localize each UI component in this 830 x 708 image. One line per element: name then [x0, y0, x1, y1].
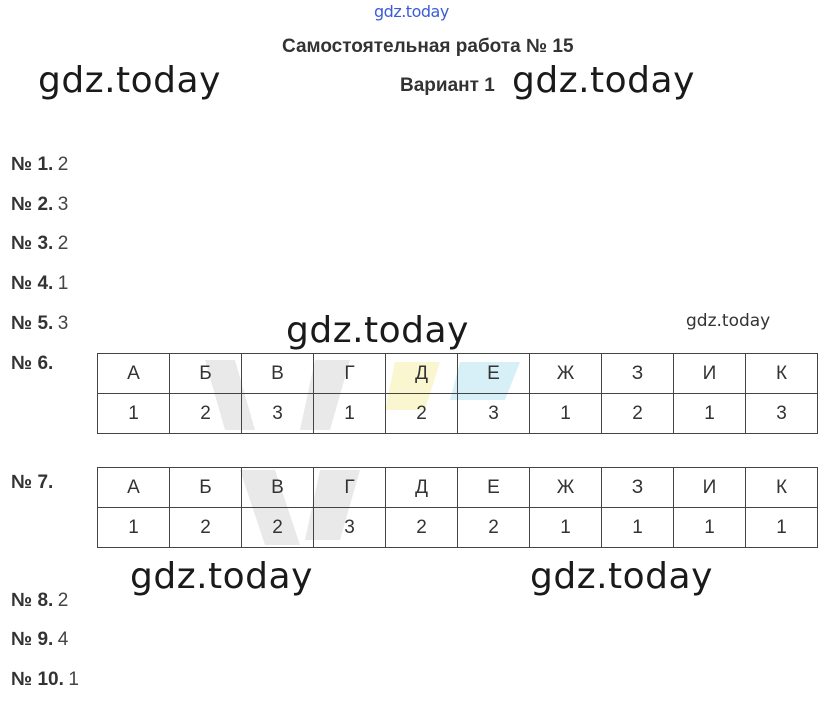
- table-header-cell: Ж: [530, 354, 602, 394]
- question-answer: 2: [57, 590, 69, 611]
- table-value-cell: 1: [314, 394, 386, 434]
- table-value-row: [98, 508, 818, 548]
- question-5: [11, 313, 68, 335]
- question-number: № 6.: [11, 353, 54, 374]
- question-4: [11, 273, 68, 295]
- table-header-cell: Б: [170, 468, 242, 508]
- answer-table-6: [97, 353, 818, 434]
- table-value-cell: 3: [746, 394, 818, 434]
- table-value-cell: 3: [314, 508, 386, 548]
- page-title: Самостоятельная работа № 15: [282, 36, 574, 57]
- table-value-cell: 1: [602, 508, 674, 548]
- question-number: № 1.: [11, 154, 54, 175]
- table-header-cell: Ж: [530, 468, 602, 508]
- table-header-cell: Д: [386, 468, 458, 508]
- question-answer: 3: [57, 313, 69, 334]
- watermark-small: gdz.today: [686, 311, 771, 331]
- table-header-cell: Д: [386, 354, 458, 394]
- question-answer: 2: [57, 233, 69, 254]
- table-header-cell: З: [602, 354, 674, 394]
- table-value-cell: 2: [170, 394, 242, 434]
- table-value-cell: 2: [602, 394, 674, 434]
- question-number: № 9.: [11, 629, 54, 650]
- question-number: № 4.: [11, 273, 54, 294]
- table-value-cell: 1: [746, 508, 818, 548]
- top-watermark: gdz.today: [374, 2, 449, 21]
- watermark-3: gdz.today: [286, 310, 469, 351]
- question-answer: 3: [57, 194, 69, 215]
- table-value-cell: 1: [530, 508, 602, 548]
- question-10: [11, 669, 79, 691]
- question-number: № 7.: [11, 472, 54, 493]
- question-2: [11, 194, 68, 216]
- question-7: [11, 472, 53, 494]
- question-6: [11, 353, 53, 375]
- table-header-cell: Е: [458, 354, 530, 394]
- question-number: № 8.: [11, 590, 54, 611]
- table-value-cell: 1: [530, 394, 602, 434]
- table-value-cell: 1: [98, 394, 170, 434]
- question-8: [11, 590, 68, 612]
- question-number: № 2.: [11, 194, 54, 215]
- watermark-1: gdz.today: [38, 60, 221, 101]
- table-value-cell: 2: [170, 508, 242, 548]
- table-header-cell: А: [98, 354, 170, 394]
- question-answer: 1: [68, 669, 79, 690]
- watermark-2: gdz.today: [512, 60, 695, 101]
- table-header-row: [98, 354, 818, 394]
- question-number: № 3.: [11, 233, 54, 254]
- table-header-cell: И: [674, 354, 746, 394]
- question-9: [11, 629, 68, 651]
- question-answer: 2: [57, 154, 69, 175]
- table-value-cell: 1: [674, 508, 746, 548]
- table-value-cell: 1: [98, 508, 170, 548]
- table-header-row: [98, 468, 818, 508]
- table-value-cell: 2: [386, 394, 458, 434]
- table-value-cell: 1: [674, 394, 746, 434]
- table-header-cell: В: [242, 468, 314, 508]
- question-3: [11, 233, 68, 255]
- table-header-cell: З: [602, 468, 674, 508]
- table-header-cell: Е: [458, 468, 530, 508]
- table-header-cell: К: [746, 354, 818, 394]
- watermark-4: gdz.today: [130, 556, 313, 597]
- question-answer: 1: [57, 273, 69, 294]
- table-header-cell: А: [98, 468, 170, 508]
- answer-table-7: [97, 467, 818, 548]
- table-header-cell: К: [746, 468, 818, 508]
- table-header-cell: И: [674, 468, 746, 508]
- variant-label: Вариант 1: [400, 75, 495, 96]
- table-value-cell: 3: [458, 394, 530, 434]
- table-header-cell: В: [242, 354, 314, 394]
- table-header-cell: Б: [170, 354, 242, 394]
- table-value-cell: 2: [458, 508, 530, 548]
- table-value-cell: 2: [386, 508, 458, 548]
- question-1: [11, 154, 68, 176]
- question-answer: 4: [57, 629, 69, 650]
- table-value-row: [98, 394, 818, 434]
- table-value-cell: 3: [242, 394, 314, 434]
- question-number: № 10.: [11, 669, 64, 690]
- question-number: № 5.: [11, 313, 54, 334]
- watermark-5: gdz.today: [530, 556, 713, 597]
- table-header-cell: Г: [314, 468, 386, 508]
- table-header-cell: Г: [314, 354, 386, 394]
- table-value-cell: 2: [242, 508, 314, 548]
